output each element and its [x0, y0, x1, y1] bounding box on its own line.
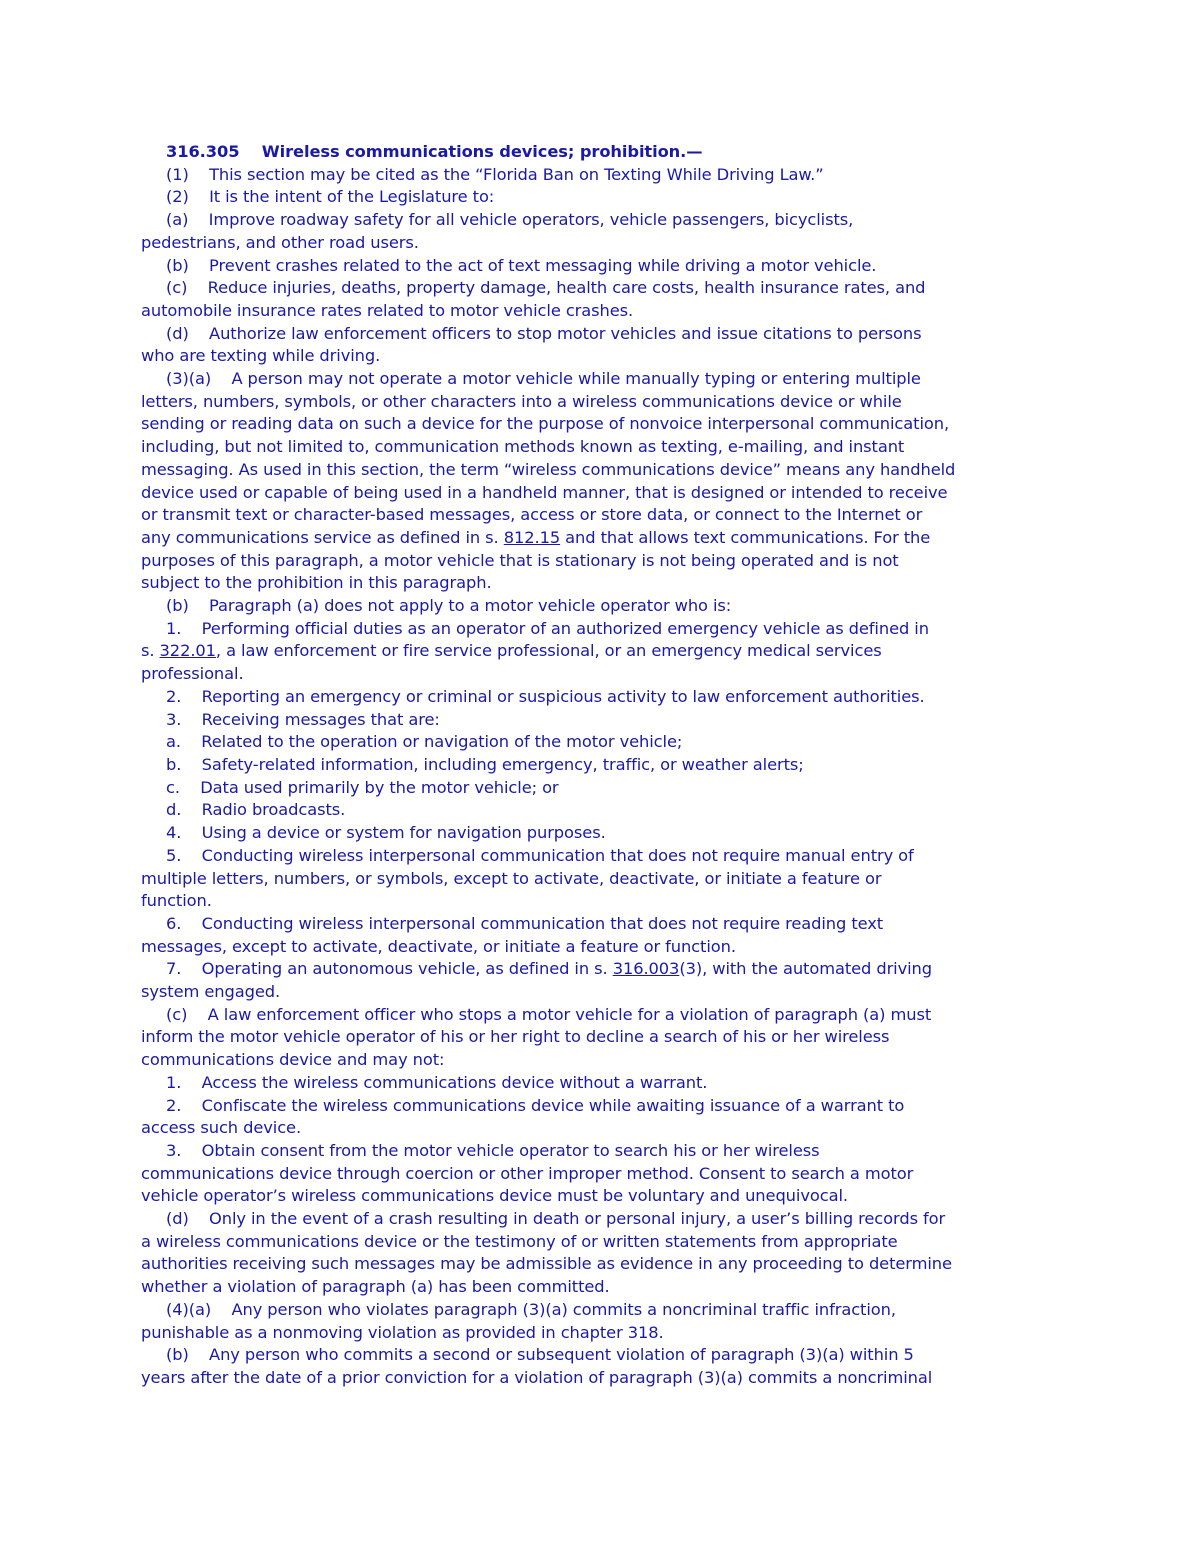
text-line: 2. Reporting an emergency or criminal or suspicious activity to law enforcement authorities.	[166, 686, 925, 706]
text-line: 7. Operating an autonomous vehicle, as defined in s. 316.003(3), with the automated driving	[166, 959, 933, 979]
text-line: professional.	[141, 664, 244, 684]
text-line: device used or capable of being used in a handheld manner, that is designed or intended to receive	[141, 482, 948, 502]
text-line: communications device and may not:	[141, 1050, 445, 1070]
text-line: vehicle operator’s wireless communications device must be voluntary and unequivocal.	[141, 1186, 848, 1206]
text-line: 4. Using a device or system for navigation purposes.	[166, 823, 606, 843]
text-line: or transmit text or character-based messages, access or store data, or connect to the Internet or	[141, 505, 923, 525]
text-line: (d) Authorize law enforcement officers to stop motor vehicles and issue citations to persons	[166, 323, 922, 343]
statute-page	[141, 141, 1031, 1390]
text-line: (2) It is the intent of the Legislature to:	[166, 187, 495, 207]
section-number: 316.305	[166, 142, 240, 161]
text-line: 3. Receiving messages that are:	[166, 709, 440, 729]
text-line: (3)(a) A person may not operate a motor vehicle while manually typing or entering multiple	[166, 369, 921, 389]
text-line: (c) Reduce injuries, deaths, property damage, health care costs, health insurance rates, and	[166, 278, 926, 298]
text-line: pedestrians, and other road users.	[141, 232, 419, 252]
text-line: subject to the prohibition in this paragraph.	[141, 573, 492, 593]
text-line: sending or reading data on such a device for the purpose of nonvoice interpersonal communication,	[141, 414, 950, 434]
text-line: (d) Only in the event of a crash resulting in death or personal injury, a user’s billing records for	[166, 1209, 946, 1229]
text-line: a wireless communications device or the testimony of or written statements from appropriate	[141, 1231, 898, 1251]
text-line: function.	[141, 891, 212, 911]
text-line: 2. Confiscate the wireless communications device while awaiting issuance of a warrant to	[166, 1095, 905, 1115]
text-line: 1. Performing official duties as an operator of an authorized emergency vehicle as defined in	[166, 618, 929, 638]
statute-link-316-003[interactable]: 316.003	[612, 959, 680, 979]
text-line: access such device.	[141, 1118, 302, 1138]
text-line: messages, except to activate, deactivate, or initiate a feature or function.	[141, 936, 736, 956]
statute-link-322-01[interactable]: 322.01	[159, 641, 216, 661]
text-line: (b) Prevent crashes related to the act of text messaging while driving a motor vehicle.	[166, 255, 877, 275]
text-line: authorities receiving such messages may be admissible as evidence in any proceeding to determine	[141, 1254, 952, 1274]
text-line: s. 322.01, a law enforcement or fire service professional, or an emergency medical services	[141, 641, 882, 661]
text-line: multiple letters, numbers, or symbols, except to activate, deactivate, or initiate a feature or	[141, 868, 882, 888]
text-line: (b) Paragraph (a) does not apply to a motor vehicle operator who is:	[166, 596, 732, 616]
text-line: who are texting while driving.	[141, 346, 381, 366]
text-line: (4)(a) Any person who violates paragraph (3)(a) commits a noncriminal traffic infraction,	[166, 1299, 896, 1319]
text-line: automobile insurance rates related to motor vehicle crashes.	[141, 300, 634, 320]
text-line: 6. Conducting wireless interpersonal communication that does not require reading text	[166, 913, 884, 933]
text-line: c. Data used primarily by the motor vehicle; or	[166, 777, 559, 797]
text-line: (c) A law enforcement officer who stops a motor vehicle for a violation of paragraph (a) must	[166, 1004, 932, 1024]
text-line: a. Related to the operation or navigation of the motor vehicle;	[166, 732, 683, 752]
text-line: including, but not limited to, communication methods known as texting, e-mailing, and instant	[141, 437, 905, 457]
text-line: 5. Conducting wireless interpersonal communication that does not require manual entry of	[166, 845, 914, 865]
text-line: letters, numbers, symbols, or other characters into a wireless communications device or while	[141, 391, 902, 411]
text-line: whether a violation of paragraph (a) has been committed.	[141, 1277, 610, 1297]
text-line: years after the date of a prior conviction for a violation of paragraph (3)(a) commits a noncriminal	[141, 1367, 933, 1387]
text-line: (a) Improve roadway safety for all vehicle operators, vehicle passengers, bicyclists,	[166, 210, 854, 230]
text-line: 3. Obtain consent from the motor vehicle operator to search his or her wireless	[166, 1140, 820, 1160]
text-line: inform the motor vehicle operator of his or her right to decline a search of his or her wireless	[141, 1027, 890, 1047]
text-line: d. Radio broadcasts.	[166, 800, 346, 820]
text-line: b. Safety-related information, including emergency, traffic, or weather alerts;	[166, 754, 804, 774]
text-line: any communications service as defined in s. 812.15 and that allows text communications. For the	[141, 527, 931, 547]
text-line: (1) This section may be cited as the “Florida Ban on Texting While Driving Law.”	[166, 164, 824, 184]
text-line: 1. Access the wireless communications device without a warrant.	[166, 1072, 708, 1092]
text-line: purposes of this paragraph, a motor vehicle that is stationary is not being operated and is not	[141, 550, 899, 570]
text-line: punishable as a nonmoving violation as provided in chapter 318.	[141, 1322, 664, 1342]
section-title: Wireless communications devices; prohibition.—	[261, 142, 703, 161]
text-line: (b) Any person who commits a second or subsequent violation of paragraph (3)(a) within 5	[166, 1345, 914, 1365]
section-heading	[141, 141, 1031, 164]
text-line: messaging. As used in this section, the term “wireless communications device” means any handheld	[141, 459, 956, 479]
statute-link-812-15[interactable]: 812.15	[503, 527, 561, 547]
text-line: communications device through coercion or other improper method. Consent to search a motor	[141, 1163, 914, 1183]
text-line: system engaged.	[141, 982, 281, 1002]
